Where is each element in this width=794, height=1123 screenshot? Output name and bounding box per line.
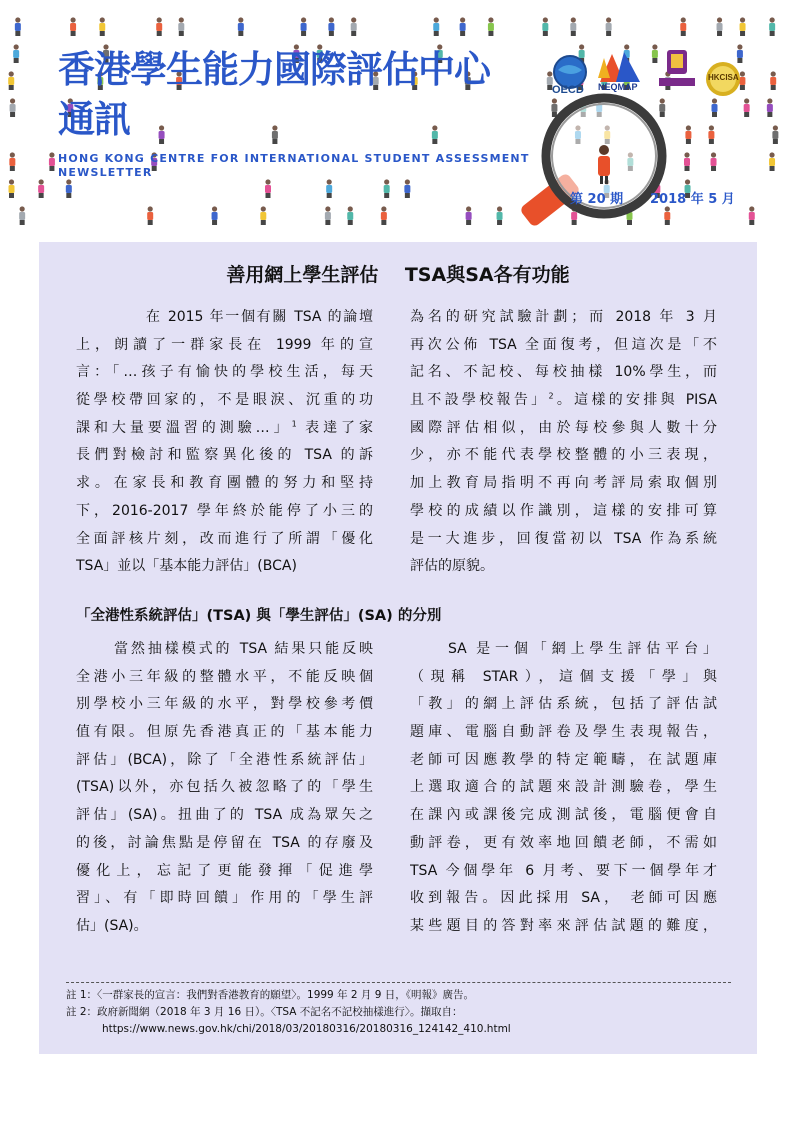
paragraph-line: 動評卷，更有效率地回饋老師，不需如	[410, 834, 717, 851]
paragraph-line: 在 2015 年一個有關 TSA 的論壇	[146, 309, 373, 325]
person-figure	[13, 44, 19, 63]
neqmap-logo-text: NEQMAP	[598, 82, 638, 92]
paragraph-line: 言：「…孩子有愉快的學校生活，每天	[76, 364, 373, 381]
paragraph-line: 別學校小三年級的水平，對學校參考價	[76, 696, 373, 713]
person-figure	[711, 98, 717, 117]
person-figure	[433, 17, 439, 36]
person-figure	[606, 17, 612, 36]
person-figure	[70, 17, 76, 36]
paragraph-line: 長們對檢討和監察異化後的 TSA 的訴	[76, 447, 373, 464]
article-paragraph-4	[410, 636, 717, 941]
person-figure	[542, 17, 548, 36]
person-figure	[767, 98, 773, 117]
person-figure	[325, 206, 331, 225]
hkcisa-logo-text: HKCISA	[708, 73, 739, 82]
paragraph-line: 某些題目的答對率來評估試題的難度，	[410, 917, 717, 934]
person-figure	[685, 125, 691, 144]
footnote-ref-1: 1	[291, 419, 297, 429]
article-paragraph-3	[76, 636, 373, 941]
person-figure	[717, 17, 723, 36]
paragraph-line: TSA」並以「基本能力評估」(BCA)	[76, 558, 297, 575]
paragraph-line: 老師可因應教學的特定範疇，在試題庫	[410, 751, 717, 768]
newsletter-title-en: HONG KONG CENTRE FOR INTERNATIONAL STUDENT ASSESSMENT	[58, 152, 530, 165]
paragraph-line: 題庫、電腦自動評卷及學生表現報告，	[410, 724, 717, 741]
person-figure	[49, 152, 55, 171]
paragraph-line: 習」、有「即時回饋」作用的「學生評	[76, 890, 373, 907]
paragraph-text: 。這樣的安排與 PISA	[553, 392, 717, 409]
person-figure	[772, 125, 778, 144]
paragraph-line: 從學校帶回家的，不是眼淚、沉重的功	[76, 392, 373, 409]
person-figure	[460, 17, 466, 36]
person-figure	[740, 17, 746, 36]
oecd-logo	[548, 52, 592, 96]
person-figure	[156, 17, 162, 36]
person-figure	[159, 125, 165, 144]
person-figure	[744, 98, 750, 117]
paragraph-line: 上，朗讀了一群家長在 1999 年的宣	[76, 336, 373, 353]
paragraph-line: 為名的研究試驗計劃；而 2018 年 3 月	[410, 309, 717, 325]
paragraph-line: 當然抽樣模式的 TSA 結果只能反映	[114, 641, 373, 657]
person-figure	[770, 71, 776, 90]
person-figure	[659, 98, 665, 117]
person-figure	[347, 206, 353, 225]
person-figure	[326, 179, 332, 198]
person-figure	[38, 179, 44, 198]
person-figure	[664, 206, 670, 225]
person-figure	[570, 17, 576, 36]
hkcisa-logo	[704, 60, 742, 98]
paragraph-line: 評估的原貌。	[410, 558, 494, 575]
person-figure	[19, 206, 25, 225]
person-figure	[497, 206, 503, 225]
paragraph-line: 學校的成績以作識別，這樣的安排可算	[410, 502, 717, 519]
person-figure	[351, 17, 357, 36]
paragraph-line: 全港小三年級的整體水平，不能反映個	[76, 668, 373, 685]
paragraph-line-with-footnote	[410, 387, 717, 415]
person-figure	[711, 152, 717, 171]
person-figure	[432, 125, 438, 144]
person-figure	[265, 179, 271, 198]
person-figure	[178, 17, 184, 36]
newsletter-header	[0, 0, 794, 240]
paragraph-line: 評估」(BCA)，除了「全港性系統評估」	[76, 751, 373, 768]
paragraph-line-with-footnote	[76, 415, 373, 443]
paragraph-line: 優化上，忘記了更能發揮「促進學	[76, 862, 373, 879]
paragraph-text: 表達了家	[305, 419, 373, 436]
person-figure	[680, 17, 686, 36]
person-figure	[769, 152, 775, 171]
oecd-logo-text: OECD	[552, 84, 584, 96]
person-figure	[8, 71, 14, 90]
paragraph-line: 再次公佈 TSA 全面復考，但這次是「不	[410, 336, 717, 353]
paragraph-line: (TSA)以外，亦包括久被忽略了的「學生	[76, 779, 373, 796]
cuhk-logo	[655, 48, 699, 94]
person-figure	[769, 17, 775, 36]
person-figure	[10, 98, 16, 117]
paragraph-line: 加上教育局指明不再向考評局索取個別	[410, 475, 717, 492]
person-figure	[9, 152, 15, 171]
paragraph-line: 求。在家長和教育團體的努力和堅持	[76, 475, 373, 492]
person-figure	[384, 179, 390, 198]
newsletter-title-zh-line2: 通訊	[58, 98, 130, 141]
person-figure	[708, 125, 714, 144]
person-figure	[272, 125, 278, 144]
article-panel	[39, 242, 757, 1054]
paragraph-line: 估」(SA)。	[76, 917, 148, 934]
paragraph-line: 上選取適合的試題來設計測驗卷，學生	[410, 779, 717, 796]
person-figure	[8, 179, 14, 198]
person-figure	[147, 206, 153, 225]
person-figure	[404, 179, 410, 198]
magnifying-glass-icon	[519, 98, 662, 228]
paragraph-line: 收到報告。因此採用 SA， 老師可因應	[410, 890, 717, 907]
person-figure	[488, 17, 494, 36]
neqmap-logo	[594, 48, 652, 96]
issue-date: 2018 年 5 月	[650, 192, 735, 207]
section-subheading: 「全港性系統評估」(TSA) 與「學生評估」(SA) 的分別	[76, 608, 442, 624]
person-figure	[212, 206, 218, 225]
paragraph-line: 的後，討論焦點是停留在 TSA 的存廢及	[76, 834, 373, 851]
paragraph-line: 是一大進步，回復當初以 TSA 作為系統	[410, 530, 717, 547]
paragraph-line: 記名、不記校、每校抽樣 10%學生，而	[410, 364, 717, 381]
article-paragraph-1	[76, 304, 373, 581]
paragraph-line: 「教」的網上評估系統，包括了評估試	[410, 696, 717, 713]
person-figure	[381, 206, 387, 225]
person-figure	[466, 206, 472, 225]
person-figure	[684, 152, 690, 171]
article-paragraph-2	[410, 304, 717, 581]
footnote-ref-2: 2	[548, 391, 554, 401]
paragraph-line: SA 是一個「網上學生評估平台」	[448, 641, 717, 657]
paragraph-line: 下，2016-2017 學年終於能停了小三的	[76, 502, 373, 519]
person-figure	[301, 17, 307, 36]
person-figure	[66, 179, 72, 198]
issue-number: 第 20 期	[570, 192, 624, 207]
paragraph-line: 少，亦不能代表學校整體的小三表現，	[410, 447, 717, 464]
paragraph-line: 在課內或課後完成測試後，電腦便會自	[410, 807, 717, 824]
footnote-divider	[66, 982, 731, 983]
person-figure	[260, 206, 266, 225]
newsletter-title-en-line2: NEWSLETTER	[58, 166, 153, 179]
paragraph-line: 全面評核片刻，改而進行了所謂「優化	[76, 530, 373, 547]
person-figure	[238, 17, 244, 36]
paragraph-line: 國際評估相似，由於每校參與人數十分	[410, 419, 717, 436]
person-figure	[749, 206, 755, 225]
person-figure	[328, 17, 334, 36]
newsletter-title-zh: 香港學生能力國際評估中心	[58, 48, 490, 91]
person-figure	[551, 98, 557, 117]
footnote-2: 註 2：政府新聞網（2018 年 3 月 16 日）。〈TSA 不記名不記校抽樣進行〉。擷取自：	[66, 1006, 463, 1018]
paragraph-line: TSA 今個學年 6 月考、要下一個學年才	[410, 862, 717, 879]
paragraph-line: （現稱 STAR），這個支援「學」與	[410, 668, 717, 685]
person-figure	[15, 17, 21, 36]
footnote-2-url: https://www.news.gov.hk/chi/2018/03/20180316/20180316_124142_410.html	[102, 1023, 511, 1035]
paragraph-line: 評估」(SA)。扭曲了的 TSA 成為眾矢之	[76, 807, 373, 824]
person-figure	[99, 17, 105, 36]
footnote-1: 註 1：〈一群家長的宣言：我們對香港教育的願望〉。1999 年 2 月 9 日，《明報》廣告。	[66, 989, 475, 1001]
paragraph-line: 值有限。但原先香港真正的「基本能力	[76, 724, 373, 741]
article-title: 善用網上學生評估 TSA與SA各有功能	[226, 264, 570, 286]
paragraph-text: 課和大量要溫習的測驗…」	[76, 419, 292, 436]
paragraph-text: 且不設學校報告」	[410, 392, 549, 409]
